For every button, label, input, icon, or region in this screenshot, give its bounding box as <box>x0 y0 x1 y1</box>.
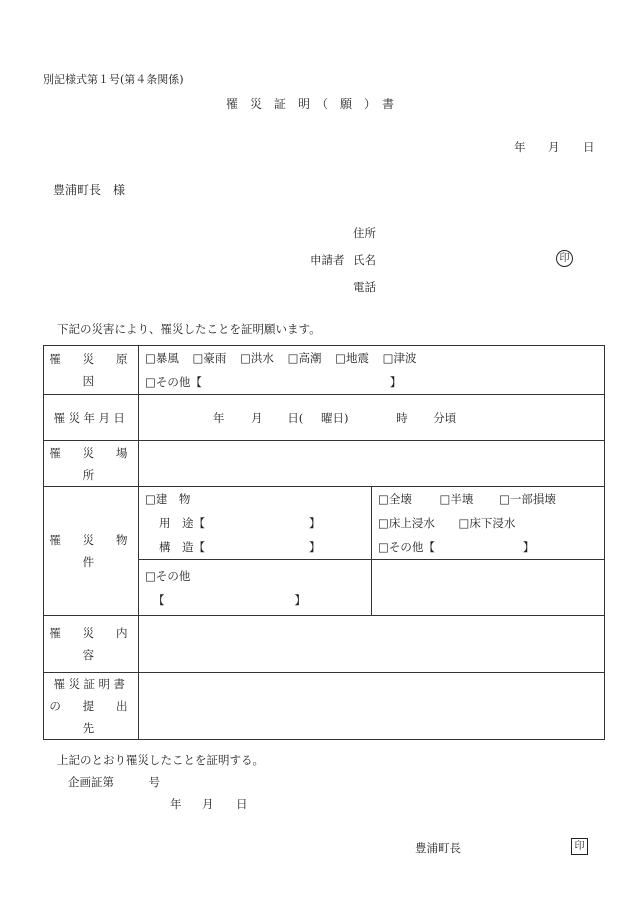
content-label: 罹 災 内 容 <box>44 616 139 673</box>
place-field[interactable] <box>139 441 605 487</box>
datetime-weekday: 曜日) <box>320 410 349 425</box>
applicant-seal-mark: 印 <box>556 250 573 267</box>
structure-line <box>139 535 371 559</box>
datetime-cell[interactable] <box>139 395 605 441</box>
structure-close: 】 <box>309 540 321 554</box>
row-content <box>44 616 605 673</box>
datetime-day: 日( <box>287 410 304 425</box>
checkbox-damage-other[interactable]: □その他【 <box>378 540 435 554</box>
date-year: 年 <box>514 140 526 154</box>
checkbox-half-collapse[interactable]: □半壊 <box>439 492 474 506</box>
mayor-seal-mark: 印 <box>571 838 588 855</box>
cause-label: 罹 災 原 因 <box>44 346 139 395</box>
property-other-blank[interactable] <box>372 560 605 616</box>
phone-label: 電話 <box>353 280 376 294</box>
certificate-day: 日 <box>236 797 248 811</box>
row-submit <box>44 673 605 740</box>
applicant-label: 申請者 <box>310 253 345 267</box>
property-damage-cell <box>372 487 605 560</box>
place-label: 罹 災 場 所 <box>44 441 139 487</box>
checkbox-heavy-rain[interactable]: □豪雨 <box>192 351 227 365</box>
checkbox-total-collapse[interactable]: □全壊 <box>378 492 412 506</box>
cause-other-close: 】 <box>389 375 402 389</box>
datetime-minute: 分頃 <box>433 410 457 425</box>
document-title: 罹 災 証 明 （ 願 ） 書 <box>226 97 395 111</box>
certificate-year: 年 <box>170 797 182 811</box>
property-building-cell <box>139 487 372 560</box>
datetime-month: 月 <box>251 410 263 425</box>
datetime-year: 年 <box>213 410 225 425</box>
checkbox-earthquake[interactable]: □地震 <box>335 351 369 365</box>
content-field[interactable] <box>139 616 605 673</box>
checkbox-flood[interactable]: □洪水 <box>240 351 274 365</box>
datetime-label: 罹災年月日 <box>44 395 139 441</box>
form-number-label: 別記様式第１号(第４条関係) <box>43 73 184 86</box>
row-cause <box>44 346 605 395</box>
checkbox-storm-surge[interactable]: □高潮 <box>287 351 322 365</box>
property-label: 罹 災 物 件 <box>44 487 139 616</box>
property-other-line <box>139 588 371 612</box>
property-other-cell <box>139 560 372 616</box>
addressee: 豊浦町長 様 <box>53 183 126 197</box>
use-close: 】 <box>309 516 321 530</box>
checkbox-above-floor-flood[interactable]: □床上浸水 <box>378 516 435 530</box>
use-line <box>139 511 371 535</box>
use-label: 用 途【 <box>159 516 205 530</box>
row-property-building <box>44 487 605 560</box>
address-label: 住所 <box>353 226 376 240</box>
name-label: 氏名 <box>353 253 376 267</box>
checkbox-tsunami[interactable]: □津波 <box>382 351 417 365</box>
closing-statement: 上記のとおり罹災したことを証明する。 <box>57 753 264 767</box>
damage-options <box>372 487 604 511</box>
cause-options <box>139 346 604 370</box>
submit-label-line2: の 提 出 先 <box>49 699 150 735</box>
certificate-number: 企画証第 号 <box>68 775 160 789</box>
submit-label-line1: 罹災証明書 <box>53 677 129 691</box>
damage-other-line <box>372 535 604 559</box>
damage-other-close: 】 <box>522 540 535 554</box>
flood-options <box>372 511 604 535</box>
submit-label <box>44 673 150 740</box>
mayor-signature-label: 豊浦町長 <box>415 841 461 855</box>
cause-other-line <box>139 370 604 394</box>
checkbox-storm[interactable]: □暴風 <box>145 351 179 365</box>
checkbox-property-other[interactable]: □その他 <box>145 568 191 583</box>
datetime-hour: 時 <box>396 410 408 425</box>
submit-field[interactable] <box>139 673 605 740</box>
row-datetime <box>44 395 605 441</box>
checkbox-cause-other[interactable]: □その他【 <box>145 375 202 389</box>
cause-cell <box>139 346 605 395</box>
certificate-month: 月 <box>202 797 214 811</box>
structure-label: 構 造【 <box>159 540 205 554</box>
property-other-open: 【 <box>153 592 165 607</box>
date-month: 月 <box>548 140 560 154</box>
checkbox-building[interactable]: □建 物 <box>145 492 191 506</box>
intro-text: 下記の災害により、罹災したことを証明願います。 <box>57 322 321 336</box>
disaster-form-table <box>43 345 605 740</box>
row-place <box>44 441 605 487</box>
checkbox-partial-damage[interactable]: □一部損壊 <box>499 492 556 506</box>
date-day: 日 <box>583 140 595 154</box>
property-other-close: 】 <box>294 592 306 607</box>
checkbox-below-floor-flood[interactable]: □床下浸水 <box>458 516 516 530</box>
